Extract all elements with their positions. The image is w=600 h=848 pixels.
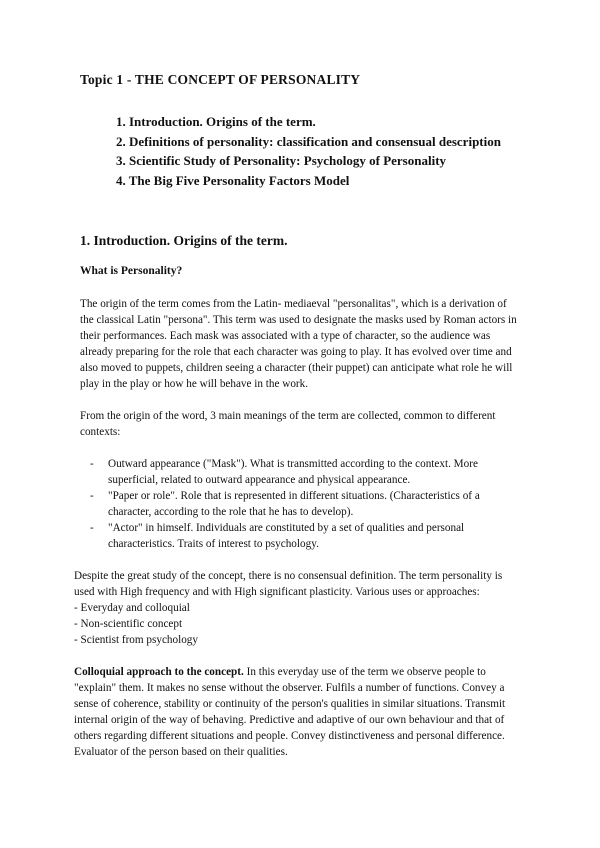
approach-item: - Non-scientific concept xyxy=(74,618,183,631)
list-item-text: "Actor" in himself. Individuals are constituted by a set of qualities and personal characteristics. Traits of interest to psychology. xyxy=(108,522,465,551)
paragraph-origin: The origin of the term comes from the Latin- mediaeval "personalitas", which is a derivation of the classical Latin "persona". This term was used to designate the masks used by Roman actors in their performances. Each mask was associated with a type of character, so the audience was already preparing for the role that each character was going to play. It has evolved over time and also moved to puppets, children seeing a character (their puppet) can anticipate what role he will play in the play or how he will behave in the work. xyxy=(80,298,517,391)
list-item-text: Outward appearance ("Mask"). What is transmitted according to the context. More superficial, related to outward appearance and physical appearance. xyxy=(108,458,478,487)
toc-item: 3. Scientific Study of Personality: Psychology of Personality xyxy=(116,153,447,168)
list-item xyxy=(90,488,520,520)
dash-bullet: - xyxy=(90,490,94,503)
dash-bullet: - xyxy=(90,522,94,535)
approach-item: - Scientist from psychology xyxy=(74,634,198,647)
paragraph-colloquial xyxy=(74,664,524,761)
dash-bullet: - xyxy=(90,458,94,470)
toc-item: 1. Introduction. Origins of the term. xyxy=(116,114,316,129)
document-title: Topic 1 - THE CONCEPT OF PERSONALITY xyxy=(80,72,361,87)
approach-item: - Everyday and colloquial xyxy=(74,602,190,615)
toc-item: 2. Definitions of personality: classification and consensual description xyxy=(116,133,501,149)
table-of-contents xyxy=(116,112,536,190)
list-item xyxy=(90,520,520,552)
section-heading: 1. Introduction. Origins of the term. xyxy=(80,233,288,248)
list-item-text: "Paper or role". Role that is represented in different situations. (Characteristics of a character, according to the role that he has to develop). xyxy=(108,490,480,519)
colloquial-lead: Colloquial approach to the concept. xyxy=(74,666,244,678)
paragraph-meanings: From the origin of the word, 3 main meanings of the term are collected, common to different contexts: xyxy=(80,410,496,439)
meanings-list xyxy=(90,456,520,553)
subheading: What is Personality? xyxy=(80,265,183,277)
list-item xyxy=(90,456,520,488)
toc-item: 4. The Big Five Personality Factors Model xyxy=(116,172,350,188)
paragraph-no-consensus xyxy=(74,568,524,648)
paragraph-text: Despite the great study of the concept, there is no consensual definition. The term personality is used with High frequency and with High significant plasticity. Various uses or approaches: xyxy=(74,570,503,599)
colloquial-text: In this everyday use of the term we observe people to "explain" them. It makes no sense without the observer. Fulfils a number of functions. Convey a sense of coherence, stability or continuity of the person's qualities in similar situations. Transmit internal origin of the way of behaving. Predictive and adaptive of our own behaviour and that of others regarding different situations and people. Convey distinctiveness and personal difference. Evaluator of the person based on their qualities. xyxy=(74,666,506,759)
